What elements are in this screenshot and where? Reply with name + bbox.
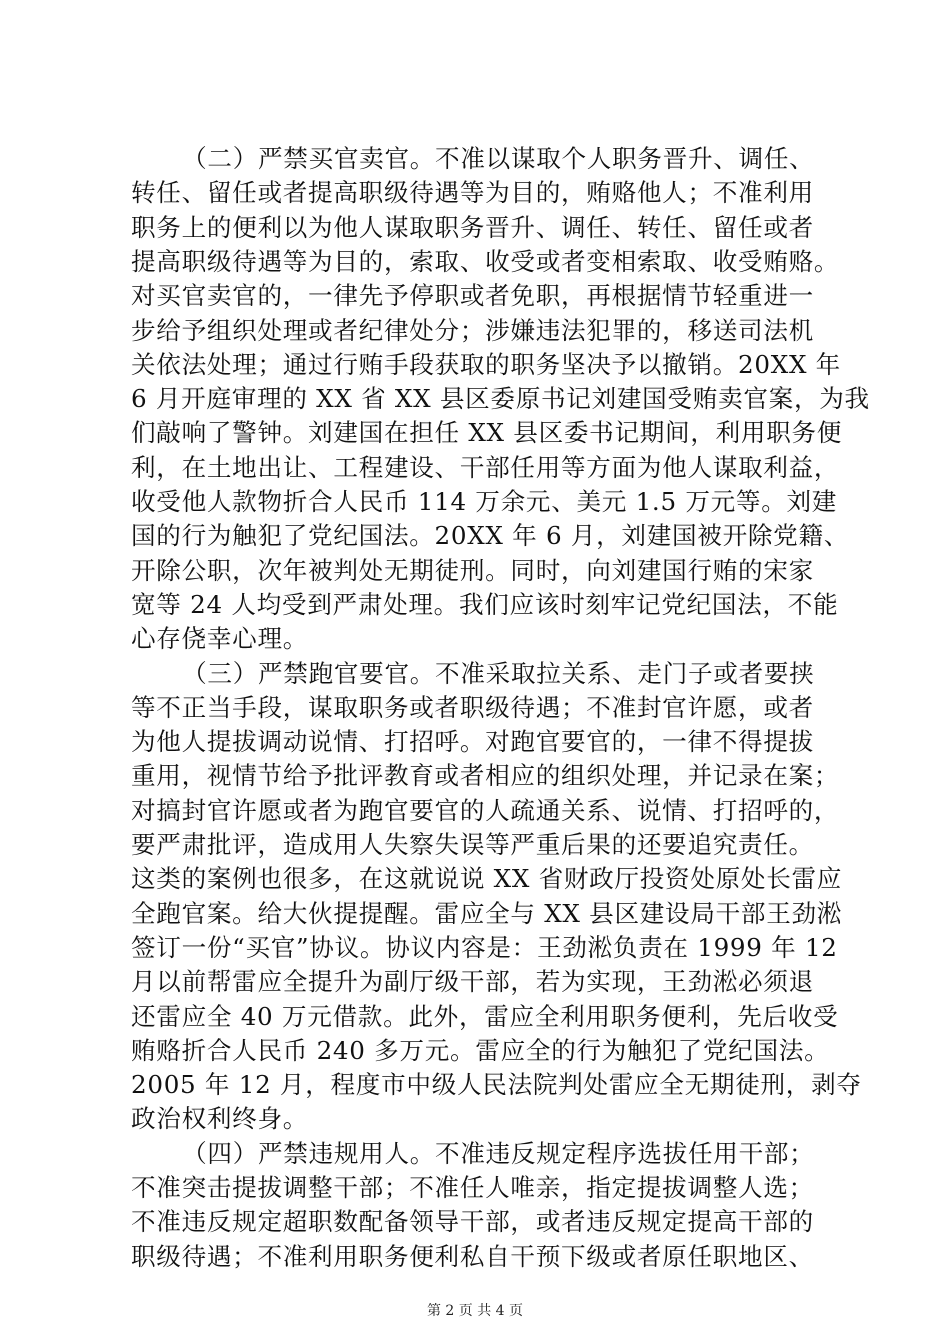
body-line: 关依法处理；通过行贿手段获取的职务坚决予以撤销。20XX 年 [131,349,841,379]
body-line: 开除公职，次年被判处无期徒刑。同时，向刘建国行贿的宋家 [131,555,814,585]
body-line: 收受他人款物折合人民币 114 万余元、美元 1.5 万元等。刘建 [131,487,838,516]
body-line: 签订一份“买官”协议。协议内容是：王劲淞负责在 1999 年 12 [131,932,838,962]
body-line: （四）严禁违规用人。不准违反规定程序选拔任用干部； [131,1138,815,1168]
body-line: 宽等 24 人均受到严肃处理。我们应该时刻牢记党纪国法，不能 [131,589,839,619]
body-line: 贿赂折合人民币 240 多万元。雷应全的行为触犯了党纪国法。 [131,1035,830,1065]
body-line: 为他人提拔调动说情、打招呼。对跑官要官的，一律不得提拔 [131,727,814,757]
body-line: 提高职级待遇等为目的，索取、收受或者变相索取、收受贿赂。 [131,246,840,276]
body-line: 利，在土地出让、工程建设、干部任用等方面为他人谋取利益， [131,452,840,482]
body-line: 步给予组织处理或者纪律处分；涉嫌违法犯罪的，移送司法机 [131,315,814,345]
body-line: 们敲响了警钟。刘建国在担任 XX 县区委书记期间，利用职务便 [131,418,843,448]
body-line: 重用，视情节给予批评教育或者相应的组织处理，并记录在案； [131,761,840,791]
body-line: 还雷应全 40 万元借款。此外，雷应全利用职务便利，先后收受 [131,1001,839,1031]
body-line: 全跑官案。给大伙提提醒。雷应全与 XX 县区建设局干部王劲淞 [131,898,843,928]
body-line: 职级待遇；不准利用职务便利私自干预下级或者原任职地区、 [131,1241,814,1271]
body-line: 月以前帮雷应全提升为副厅级干部，若为实现，王劲淞必须退 [131,967,814,997]
body-line: 2005 年 12 月，程度市中级人民法院判处雷应全无期徒刑，剥夺 [131,1070,862,1100]
body-line: 职务上的便利以为他人谋取职务晋升、调任、转任、留任或者 [131,212,814,242]
body-line: 对买官卖官的，一律先予停职或者免职，再根据情节轻重进一 [131,281,814,311]
body-line: 这类的案例也很多，在这就说说 XX 省财政厅投资处原处长雷应 [131,864,843,894]
body-line: 对搞封官许愿或者为跑官要官的人疏通关系、说情、打招呼的， [131,795,840,825]
body-line: 不准突击提拔调整干部；不准任人唯亲，指定提拔调整人选； [131,1173,814,1202]
body-line: 不准违反规定超职数配备领导干部，或者违反规定提高干部的 [131,1207,814,1237]
body-line: 要严肃批评，造成用人失察失误等严重后果的还要追究责任。 [131,830,814,859]
body-line: 国的行为触犯了党纪国法。20XX 年 6 月，刘建国被开除党籍、 [131,521,850,551]
body-line: 6 月开庭审理的 XX 省 XX 县区委原书记刘建国受贿卖官案，为我 [131,384,870,414]
body-line: （二）严禁买官卖官。不准以谋取个人职务晋升、调任、 [131,144,815,173]
body-line: 转任、留任或者提高职级待遇等为目的，贿赂他人；不准利用 [131,178,814,208]
body-line: 心存侥幸心理。 [131,624,309,654]
body-line: 政治权利终身。 [131,1104,309,1134]
body-line: （三）严禁跑官要官。不准采取拉关系、走门子或者要挟 [131,658,815,688]
page-number-footer: 第 2 页 共 4 页 [426,1303,524,1319]
body-line: 等不正当手段，谋取职务或者职级待遇；不准封官许愿，或者 [131,692,814,722]
